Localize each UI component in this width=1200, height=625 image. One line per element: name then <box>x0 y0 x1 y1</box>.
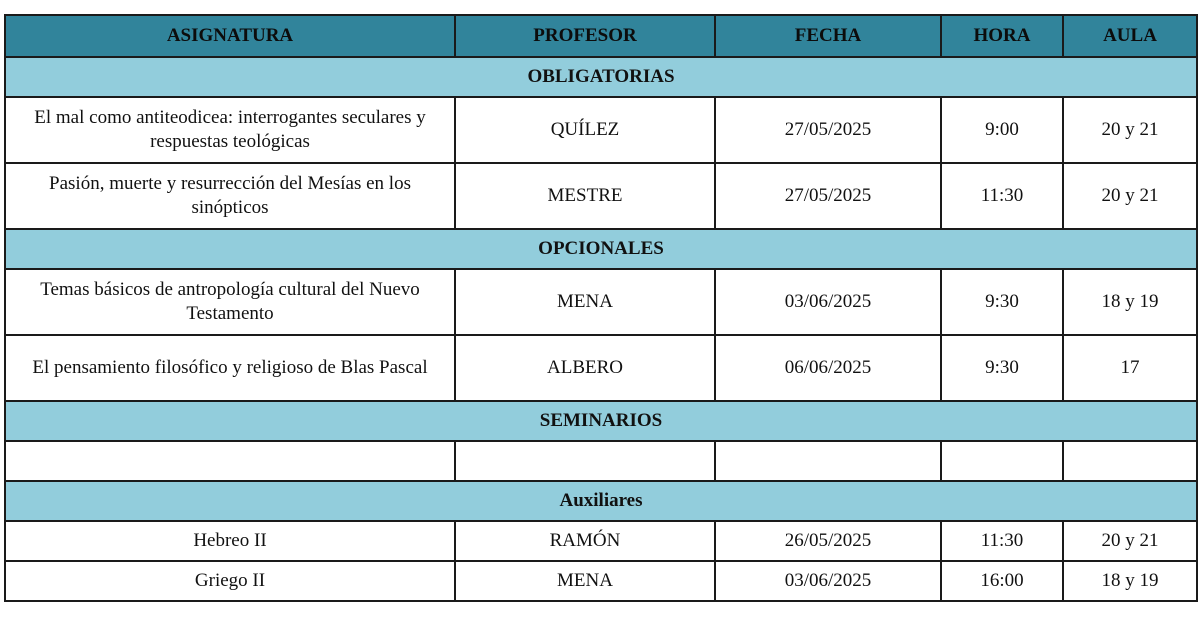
cell-aula: 20 y 21 <box>1063 97 1197 163</box>
cell-aula: 18 y 19 <box>1063 269 1197 335</box>
cell-asignatura-empty <box>5 441 455 481</box>
header-asignatura: ASIGNATURA <box>5 15 455 57</box>
cell-hora: 11:30 <box>941 163 1063 229</box>
cell-profesor: RAMÓN <box>455 521 715 561</box>
cell-aula: 20 y 21 <box>1063 163 1197 229</box>
cell-profesor: MENA <box>455 269 715 335</box>
cell-asignatura: Hebreo II <box>5 521 455 561</box>
table-row <box>5 521 1197 561</box>
cell-fecha: 06/06/2025 <box>715 335 941 401</box>
cell-aula: 20 y 21 <box>1063 521 1197 561</box>
cell-profesor: MENA <box>455 561 715 601</box>
section-title-seminarios: SEMINARIOS <box>5 401 1197 441</box>
cell-fecha: 27/05/2025 <box>715 163 941 229</box>
cell-fecha: 03/06/2025 <box>715 269 941 335</box>
section-title-obligatorias: OBLIGATORIAS <box>5 57 1197 97</box>
cell-fecha: 26/05/2025 <box>715 521 941 561</box>
section-row-auxiliares <box>5 481 1197 521</box>
table-row <box>5 269 1197 335</box>
cell-asignatura: El pensamiento filosófico y religioso de Blas Pascal <box>5 335 455 401</box>
table-row <box>5 561 1197 601</box>
cell-hora: 16:00 <box>941 561 1063 601</box>
section-title-opcionales: OPCIONALES <box>5 229 1197 269</box>
section-title-auxiliares: Auxiliares <box>5 481 1197 521</box>
section-row-opcionales <box>5 229 1197 269</box>
header-profesor: PROFESOR <box>455 15 715 57</box>
cell-aula: 18 y 19 <box>1063 561 1197 601</box>
cell-asignatura: Pasión, muerte y resurrección del Mesías en los sinópticos <box>5 163 455 229</box>
table-row-empty <box>5 441 1197 481</box>
cell-fecha: 03/06/2025 <box>715 561 941 601</box>
header-hora: HORA <box>941 15 1063 57</box>
cell-profesor: QUÍLEZ <box>455 97 715 163</box>
cell-hora: 9:30 <box>941 335 1063 401</box>
cell-profesor: ALBERO <box>455 335 715 401</box>
cell-aula: 17 <box>1063 335 1197 401</box>
cell-asignatura: El mal como antiteodicea: interrogantes seculares y respuestas teológicas <box>5 97 455 163</box>
table-header-row <box>5 15 1197 57</box>
cell-fecha: 27/05/2025 <box>715 97 941 163</box>
cell-aula-empty <box>1063 441 1197 481</box>
table-row <box>5 163 1197 229</box>
cell-profesor: MESTRE <box>455 163 715 229</box>
section-row-obligatorias <box>5 57 1197 97</box>
header-fecha: FECHA <box>715 15 941 57</box>
section-row-seminarios <box>5 401 1197 441</box>
cell-hora: 9:30 <box>941 269 1063 335</box>
cell-hora-empty <box>941 441 1063 481</box>
header-aula: AULA <box>1063 15 1197 57</box>
cell-fecha-empty <box>715 441 941 481</box>
exam-schedule-table <box>4 14 1198 602</box>
cell-asignatura: Temas básicos de antropología cultural del Nuevo Testamento <box>5 269 455 335</box>
cell-hora: 9:00 <box>941 97 1063 163</box>
cell-profesor-empty <box>455 441 715 481</box>
table-row <box>5 335 1197 401</box>
cell-asignatura: Griego II <box>5 561 455 601</box>
table-row <box>5 97 1197 163</box>
cell-hora: 11:30 <box>941 521 1063 561</box>
